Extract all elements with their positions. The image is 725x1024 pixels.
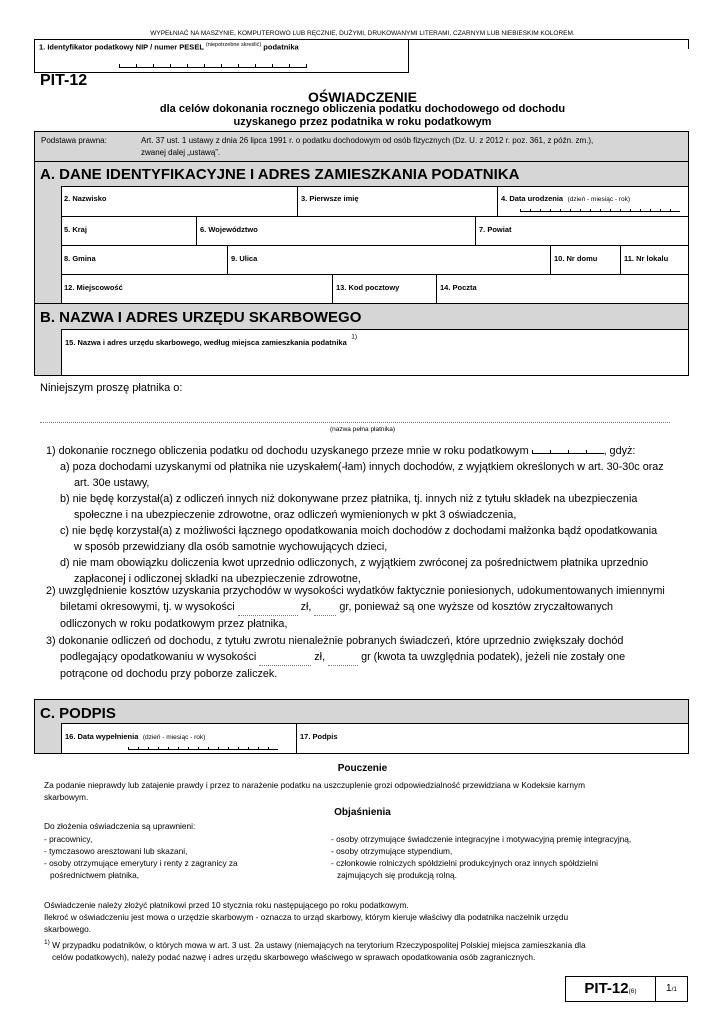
field-1-nip-pesel[interactable] [34, 39, 409, 73]
field-16-hint: (dzień - miesiąc - rok) [142, 734, 206, 741]
point-2-line-3: odliczonych w roku podatkowym przez płatnika, [60, 618, 288, 630]
point-3-line-2 [46, 649, 686, 666]
form-title: OŚWIADCZENIE [308, 89, 417, 105]
field-11-label: 11. Nr lokalu [624, 254, 669, 263]
fill-date-ticks [128, 744, 278, 750]
footnote-1 [44, 937, 694, 951]
point-3-amount-intro: podlegający opodatkowaniu w wysokości [60, 651, 257, 663]
point-2-zl-label: zł, [300, 601, 312, 613]
pouczenie-text-1: Za podanie nieprawdy lub zatajenie prawdy i przez to narażenie podatku na uszczuplenie grozi odpowiedzialność przewidziana w Kodeksie karnym [44, 780, 585, 790]
field-9-street[interactable] [228, 246, 551, 275]
point-1a [60, 459, 690, 587]
objasnienia-notes [44, 899, 694, 963]
field-3-first-name[interactable] [298, 186, 498, 217]
point-1-text: 1) dokonanie rocznego obliczenia podatku od dochodu uzyskanego przeze mnie w roku podatkowym [46, 445, 529, 457]
section-c-header: C. PODPIS [40, 705, 116, 722]
objasnienia-title: Objaśnienia [334, 807, 391, 818]
point-1 [46, 443, 686, 459]
point-2-amount-intro: biletami okresowymi, tj. w wysokości [60, 601, 235, 613]
footnote-text-1: W przypadku podatników, o których mowa w art. 3 ust. 2a ustawy (niemających na terytorium Rzeczypospolitej Polskiej miejsca zamieszkania dla [52, 939, 586, 950]
point-3-condition: gr (kwota ta uwzględnia podatek), jeżeli nie zostały one [361, 651, 626, 663]
point-1a-line-1: a) poza dochodami uzyskanymi od płatnika nie uzyskałem(-łam) innych dochodów, z wyjątkiem określonych w art. 30-30c oraz [60, 461, 664, 473]
field-1-label: 1. Identyfikator podatkowy NIP / numer PESEL [39, 42, 204, 52]
point-2-line-1: 2) uwzględnienie kosztów uzyskania przychodów w wysokości wydatków faktycznie poniesionych, udokumentowanych imiennymi [46, 585, 665, 597]
eligible-item: - osoby otrzymujące emerytury i renty z zagranicy za [44, 858, 238, 868]
field-4-hint: (dzień - miesiąc - rok) [567, 196, 631, 203]
field-14-label: 14. Poczta [440, 283, 477, 292]
point-1c-line-2: w sposób przewidziany dla osób samotnie wychowujących dzieci, [74, 541, 388, 553]
field-1-note: (niepotrzebne skreślić) [205, 42, 262, 48]
field-13-postal-code[interactable] [333, 275, 437, 304]
point-1d-line-1: d) nie mam obowiązku doliczenia kwot uprzednio odliczonych, z wyjątkiem zwróconej za pośrednictwem płatnika uprzednio [60, 557, 649, 569]
field-15-tax-office[interactable] [61, 329, 689, 376]
footer-page-cell [656, 977, 687, 1001]
eligible-list-right [331, 833, 691, 881]
field-5-label: 5. Kraj [64, 225, 87, 234]
birth-date-ticks [520, 206, 680, 212]
point-3 [46, 633, 686, 682]
footnote-text-2: celów podatkowych), należy podać nazwę i adres urzędu skarbowego właściwego w sprawach opodatkowania osób zagranicznych. [52, 951, 536, 962]
section-a-header: A. DANE IDENTYFIKACYJNE I ADRES ZAMIESZKANIA PODATNIKA [40, 166, 520, 183]
pouczenie-text [44, 779, 684, 803]
nip-input-ticks [119, 61, 307, 68]
field-7-label: 7. Powiat [479, 225, 512, 234]
field-2-surname[interactable] [61, 186, 298, 217]
field-1-suffix: podatnika [263, 42, 299, 52]
tax-year-input[interactable] [532, 447, 604, 454]
field-8-label: 8. Gmina [64, 254, 96, 263]
field-12-city[interactable] [61, 275, 333, 304]
office-note-1: Ilekroć w oświadczeniu jest mowa o urzędzie skarbowym - oznacza to urząd skarbowy, którym kieruje właściwy dla podatnika naczelnik urzędu [44, 912, 569, 922]
eligible-item: - osoby otrzymujące stypendium, [331, 846, 453, 856]
eligible-item: - pracownicy, [44, 834, 93, 844]
deadline-note: Oświadczenie należy złożyć płatnikowi przed 10 stycznia roku następującego po roku podatkowym. [44, 900, 409, 910]
footer-version: (6) [628, 988, 637, 995]
field-16-fill-date[interactable] [61, 723, 297, 754]
office-note-2: skarbowego. [44, 924, 92, 934]
footer-code: PIT-12 [584, 980, 629, 997]
point-3-line-3: potrącone od dochodu przy poborze zaliczek. [60, 668, 278, 680]
point-3-zl-input[interactable] [259, 649, 311, 666]
form-subtitle-2: uzyskanego przez podatnika w roku podatkowym [233, 116, 492, 128]
fill-instructions: WYPEŁNIAĆ NA MASZYNIE, KOMPUTEROWO LUB RĘCZNIE, DUŻYMI, DRUKOWANYMI LITERAMI, CZARNYM LUB NIEBIESKIM KOLOREM. [150, 30, 575, 37]
field-9-label: 9. Ulica [231, 254, 258, 263]
point-3-zl-label: zł, [314, 651, 326, 663]
field-5-country[interactable] [61, 217, 197, 246]
field-7-county[interactable] [476, 217, 689, 246]
point-1c-line-1: c) nie będę korzystał(a) z możliwości łącznego opodatkowania moich dochodów z dochodami małżonka bądź opodatkowania [60, 525, 658, 537]
point-1b-line-2: społeczne i na ubezpieczenie zdrowotne, oraz odliczeń wymienionych w pkt 3 oświadczenia, [74, 509, 517, 521]
point-2 [46, 583, 686, 632]
footer-code-cell [566, 977, 656, 1001]
field-17-label: 17. Podpis [300, 732, 338, 741]
point-1d-line-2: zapłaconej i odliczonej składki na ubezpieczenie zdrowotne, [74, 573, 361, 585]
field-12-label: 12. Miejscowość [64, 283, 123, 292]
eligible-item: - tymczasowo aresztowani lub skazani, [44, 846, 188, 856]
eligible-item: - osoby otrzymujące świadczenie integracyjne i motywacyjną premię integracyjną, [331, 834, 632, 844]
point-1-suffix: , gdyż: [603, 445, 636, 457]
request-intro: Niniejszym proszę płatnika o: [40, 382, 183, 394]
point-1b-line-1: b) nie będę korzystał(a) z odliczeń innych niż dokonywane przez płatnika, tj. innych niż z tytułu składek na ubezpieczenia [60, 493, 638, 505]
footnote-mark: 1) [44, 939, 50, 946]
payer-name-input[interactable] [40, 416, 670, 423]
payer-name-caption: (nazwa pełna płatnika) [329, 426, 396, 433]
legal-basis [34, 131, 689, 162]
eligible-item: pośrednictwem płatnika, [50, 870, 140, 880]
eligible-list-left [44, 833, 324, 881]
field-10-label: 10. Nr domu [554, 254, 598, 263]
pouczenie-text-2: skarbowym. [44, 792, 89, 802]
field-11-apartment-no[interactable] [621, 246, 689, 275]
field-8-commune[interactable] [61, 246, 228, 275]
point-2-reason: gr, ponieważ są one wyższe od kosztów zryczałtowanych [339, 601, 614, 613]
field-2-label: 2. Nazwisko [64, 194, 107, 203]
point-2-line-2 [46, 599, 686, 616]
field-15-label: 15. Nazwa i adres urzędu skarbowego, według miejsca zamieszkania podatnika [65, 338, 347, 347]
legal-basis-text-2: zwanej dalej „ustawą”. [141, 148, 221, 157]
field-4-label: 4. Data urodzenia [501, 194, 564, 203]
footer-page: 1 [666, 983, 672, 994]
field-17-signature[interactable] [297, 723, 689, 754]
objasnienia-intro: Do złożenia oświadczenia są uprawnieni: [44, 821, 196, 831]
section-b-header: B. NAZWA I ADRES URZĘDU SKARBOWEGO [40, 309, 362, 326]
field-15-footnote-ref: 1) [351, 333, 358, 341]
point-2-zl-input[interactable] [238, 599, 298, 616]
field-10-house-no[interactable] [551, 246, 621, 275]
field-16-label: 16. Data wypełnienia [65, 732, 139, 741]
legal-basis-label: Podstawa prawna: [41, 136, 107, 145]
eligible-item: zajmujących się produkcją rolną. [337, 870, 457, 880]
point-3-gr-input[interactable] [328, 649, 358, 666]
legal-basis-text-1: Art. 37 ust. 1 ustawy z dnia 26 lipca 1991 r. o podatku dochodowym od osób fizycznych (Dz. U. z 2012 r. poz. 361, z późn. zm.), [141, 136, 594, 145]
point-2-gr-input[interactable] [314, 599, 336, 616]
field-6-label: 6. Województwo [200, 225, 258, 234]
field-14-post-office[interactable] [437, 275, 689, 304]
field-6-voivodeship[interactable] [197, 217, 476, 246]
footer-form-box [565, 976, 688, 1002]
point-3-line-1: 3) dokonanie odliczeń od dochodu, z tytułu zwrotu nienależnie pobranych świadczeń, które uprzednio zwiększały dochód [46, 635, 624, 647]
header-rule-end [688, 39, 689, 49]
form-code: PIT-12 [40, 72, 88, 89]
eligible-item: - członkowie rolniczych spółdzielni produkcyjnych oraz innych spółdzielni [331, 858, 599, 868]
field-13-label: 13. Kod pocztowy [336, 283, 400, 292]
point-1a-line-2: art. 30e ustawy, [74, 477, 150, 489]
form-subtitle-1: dla celów dokonania rocznego obliczenia podatku dochodowego od dochodu [159, 103, 566, 115]
footer-page-total: /1 [671, 986, 677, 993]
field-3-label: 3. Pierwsze imię [301, 194, 359, 203]
section-a-inner-top [61, 186, 689, 187]
section-a-inner-border [61, 186, 62, 304]
header-rule [34, 39, 689, 40]
field-4-birth-date[interactable] [498, 186, 689, 217]
pouczenie-title: Pouczenie [337, 763, 388, 774]
